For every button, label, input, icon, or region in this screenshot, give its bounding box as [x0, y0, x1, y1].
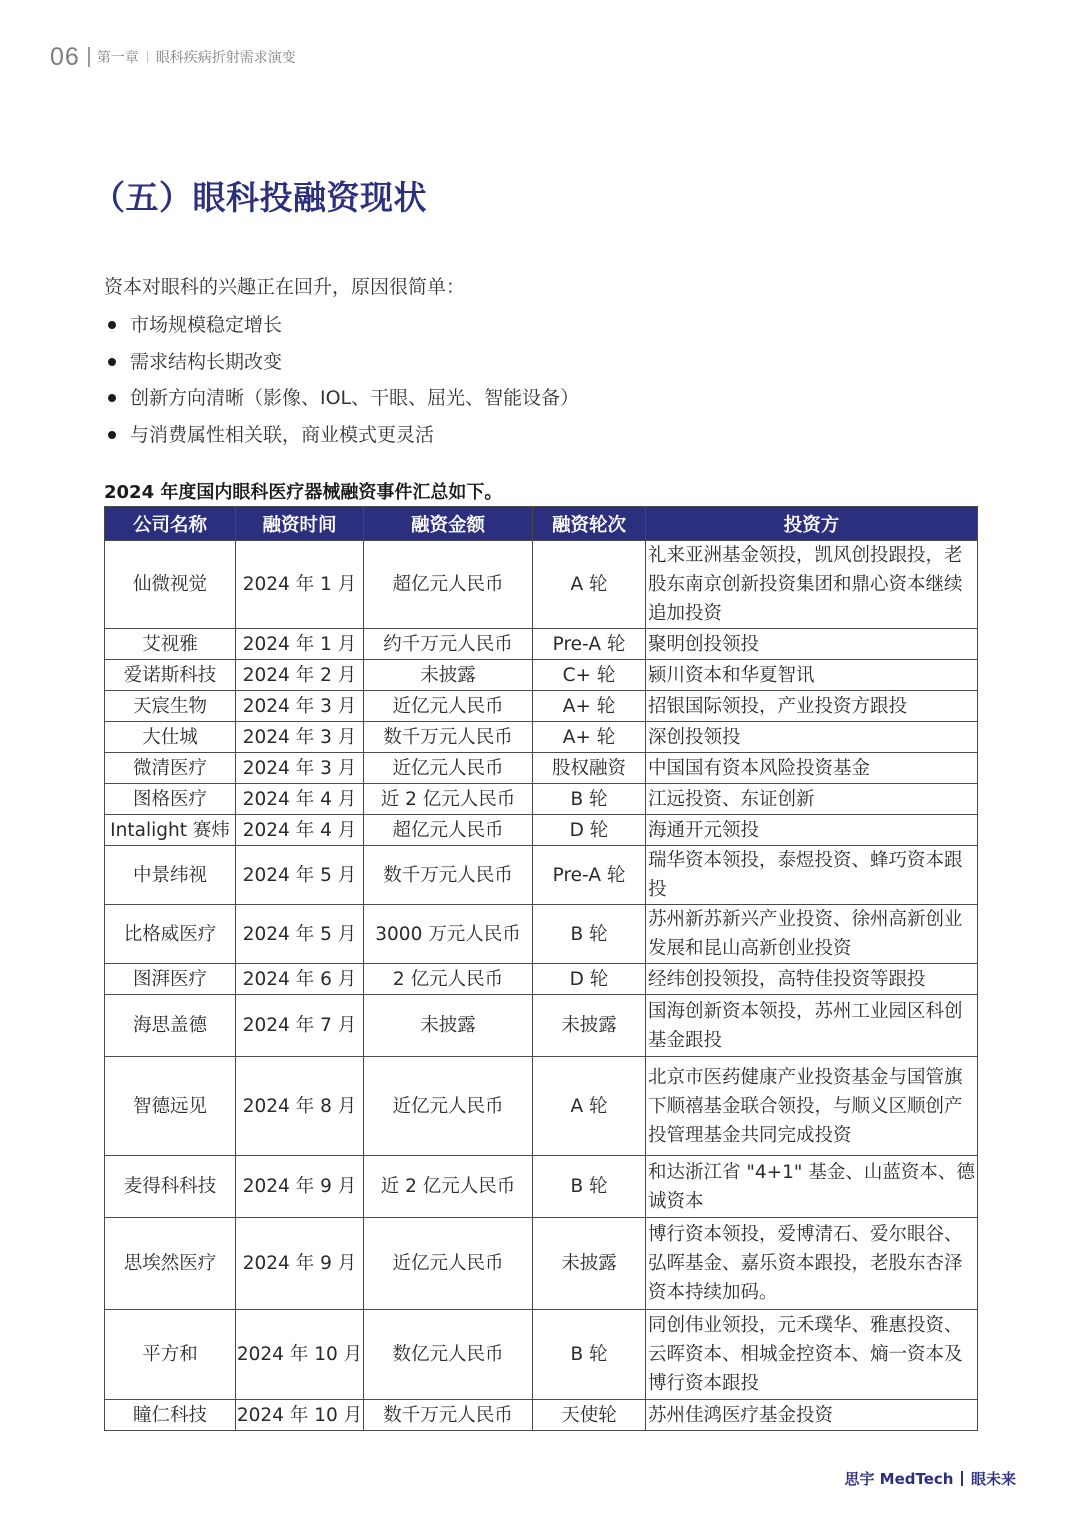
- table-row: [105, 1057, 978, 1156]
- cell-amount: 近亿元人民币: [364, 1057, 533, 1156]
- page-number: 06: [50, 42, 80, 71]
- cell-investors: 国海创新资本领投，苏州工业园区科创基金跟投: [646, 995, 978, 1057]
- cell-investors: 苏州佳鸿医疗基金投资: [646, 1400, 978, 1431]
- cell-amount: 3000 万元人民币: [364, 905, 533, 964]
- header-divider: [88, 47, 90, 67]
- table-row: [105, 784, 978, 815]
- cell-company: 思埃然医疗: [105, 1218, 236, 1310]
- cell-investors: 和达浙江省 "4+1" 基金、山蓝资本、德诚资本: [646, 1156, 978, 1218]
- footer-brand: [844, 1468, 1016, 1489]
- bullet-dot-icon: [108, 431, 116, 439]
- table-row: [105, 722, 978, 753]
- cell-investors: 同创伟业领投，元禾璞华、雅惠投资、云晖资本、相城金控资本、熵一资本及博行资本跟投: [646, 1310, 978, 1400]
- table-row: [105, 1218, 978, 1310]
- cell-round: D 轮: [533, 815, 646, 846]
- bullet-item: 市场规模稳定增长: [104, 308, 579, 345]
- cell-investors: 深创投领投: [646, 722, 978, 753]
- cell-company: 海思盖德: [105, 995, 236, 1057]
- table-row: [105, 1310, 978, 1400]
- cell-amount: 近亿元人民币: [364, 1218, 533, 1310]
- cell-investors: 聚明创投领投: [646, 629, 978, 660]
- col-header-amount: 融资金额: [364, 507, 533, 541]
- cell-amount: 数千万元人民币: [364, 722, 533, 753]
- cell-date: 2024 年 6 月: [236, 964, 364, 995]
- cell-round: 股权融资: [533, 753, 646, 784]
- cell-date: 2024 年 2 月: [236, 660, 364, 691]
- cell-amount: 数亿元人民币: [364, 1310, 533, 1400]
- cell-company: 中景纬视: [105, 846, 236, 905]
- col-header-company: 公司名称: [105, 507, 236, 541]
- cell-amount: 超亿元人民币: [364, 815, 533, 846]
- cell-company: 天宸生物: [105, 691, 236, 722]
- brand-tagline: 眼未来: [970, 1470, 1016, 1488]
- brand-name: 思宇 MedTech: [844, 1470, 954, 1488]
- table-row: [105, 753, 978, 784]
- table-row: [105, 905, 978, 964]
- table-body: [105, 541, 978, 1431]
- table-row: [105, 846, 978, 905]
- cell-company: 平方和: [105, 1310, 236, 1400]
- cell-investors: 海通开元领投: [646, 815, 978, 846]
- cell-round: B 轮: [533, 1310, 646, 1400]
- footer-divider: [961, 1471, 963, 1486]
- cell-date: 2024 年 10 月: [236, 1400, 364, 1431]
- cell-date: 2024 年 8 月: [236, 1057, 364, 1156]
- table-caption: 2024 年度国内眼科医疗器械融资事件汇总如下。: [104, 482, 503, 503]
- cell-investors: 博行资本领投，爱博清石、爱尔眼谷、弘晖基金、嘉乐资本跟投，老股东杏泽资本持续加码。: [646, 1218, 978, 1310]
- cell-investors: 礼来亚洲基金领投，凯风创投跟投，老股东南京创新投资集团和鼎心资本继续追加投资: [646, 541, 978, 629]
- cell-investors: 中国国有资本风险投资基金: [646, 753, 978, 784]
- col-header-date: 融资时间: [236, 507, 364, 541]
- cell-round: C+ 轮: [533, 660, 646, 691]
- cell-company: 图湃医疗: [105, 964, 236, 995]
- bullet-item: 与消费属性相关联，商业模式更灵活: [104, 418, 579, 455]
- cell-date: 2024 年 3 月: [236, 691, 364, 722]
- table-row: [105, 541, 978, 629]
- cell-company: Intalight 赛炜: [105, 815, 236, 846]
- bullet-list: [104, 308, 579, 454]
- cell-round: B 轮: [533, 905, 646, 964]
- cell-amount: 近亿元人民币: [364, 753, 533, 784]
- table-header-row: [105, 507, 978, 541]
- cell-date: 2024 年 7 月: [236, 995, 364, 1057]
- table-row: [105, 691, 978, 722]
- cell-investors: 经纬创投领投，高特佳投资等跟投: [646, 964, 978, 995]
- cell-date: 2024 年 4 月: [236, 815, 364, 846]
- bullet-dot-icon: [108, 358, 116, 366]
- cell-company: 爱诺斯科技: [105, 660, 236, 691]
- bullet-item: 需求结构长期改变: [104, 345, 579, 382]
- cell-investors: 江远投资、东证创新: [646, 784, 978, 815]
- cell-company: 仙微视觉: [105, 541, 236, 629]
- cell-amount: 近亿元人民币: [364, 691, 533, 722]
- cell-round: Pre-A 轮: [533, 846, 646, 905]
- bullet-dot-icon: [108, 321, 116, 329]
- cell-round: A 轮: [533, 1057, 646, 1156]
- cell-amount: 约千万元人民币: [364, 629, 533, 660]
- page-title: （五）眼科投融资现状: [92, 178, 427, 217]
- col-header-investors: 投资方: [646, 507, 978, 541]
- table-row: [105, 995, 978, 1057]
- bullet-item: 创新方向清晰（影像、IOL、干眼、屈光、智能设备）: [104, 381, 579, 418]
- col-header-round: 融资轮次: [533, 507, 646, 541]
- cell-company: 艾视雅: [105, 629, 236, 660]
- cell-amount: 超亿元人民币: [364, 541, 533, 629]
- table-row: [105, 1400, 978, 1431]
- cell-company: 大仕城: [105, 722, 236, 753]
- cell-company: 比格威医疗: [105, 905, 236, 964]
- cell-date: 2024 年 3 月: [236, 753, 364, 784]
- cell-round: A+ 轮: [533, 722, 646, 753]
- cell-round: D 轮: [533, 964, 646, 995]
- cell-date: 2024 年 10 月: [236, 1310, 364, 1400]
- table-row: [105, 629, 978, 660]
- cell-amount: 未披露: [364, 995, 533, 1057]
- cell-round: Pre-A 轮: [533, 629, 646, 660]
- cell-date: 2024 年 1 月: [236, 541, 364, 629]
- table-row: [105, 1156, 978, 1218]
- cell-date: 2024 年 9 月: [236, 1156, 364, 1218]
- cell-company: 图格医疗: [105, 784, 236, 815]
- bullet-dot-icon: [108, 394, 116, 402]
- cell-amount: 近 2 亿元人民币: [364, 784, 533, 815]
- intro-text: 资本对眼科的兴趣正在回升，原因很简单：: [104, 276, 466, 298]
- cell-investors: 苏州新苏新兴产业投资、徐州高新创业发展和昆山高新创业投资: [646, 905, 978, 964]
- cell-investors: 颍川资本和华夏智讯: [646, 660, 978, 691]
- cell-company: 瞳仁科技: [105, 1400, 236, 1431]
- cell-amount: 未披露: [364, 660, 533, 691]
- cell-amount: 2 亿元人民币: [364, 964, 533, 995]
- section-label: 眼科疾病折射需求演变: [155, 50, 296, 66]
- cell-amount: 近 2 亿元人民币: [364, 1156, 533, 1218]
- cell-investors: 瑞华资本领投，泰煜投资、蜂巧资本跟投: [646, 846, 978, 905]
- cell-investors: 北京市医药健康产业投资基金与国管旗下顺禧基金联合领投，与顺义区顺创产投管理基金共同完成投资: [646, 1057, 978, 1156]
- cell-company: 智德远见: [105, 1057, 236, 1156]
- cell-date: 2024 年 4 月: [236, 784, 364, 815]
- cell-date: 2024 年 5 月: [236, 846, 364, 905]
- chapter-divider: [147, 51, 148, 63]
- cell-company: 麦得科科技: [105, 1156, 236, 1218]
- cell-round: A 轮: [533, 541, 646, 629]
- cell-amount: 数千万元人民币: [364, 1400, 533, 1431]
- cell-investors: 招银国际领投，产业投资方跟投: [646, 691, 978, 722]
- funding-table: [104, 506, 978, 1431]
- cell-date: 2024 年 3 月: [236, 722, 364, 753]
- table-row: [105, 815, 978, 846]
- cell-round: A+ 轮: [533, 691, 646, 722]
- table-row: [105, 660, 978, 691]
- cell-round: 天使轮: [533, 1400, 646, 1431]
- cell-round: B 轮: [533, 784, 646, 815]
- cell-round: 未披露: [533, 1218, 646, 1310]
- cell-amount: 数千万元人民币: [364, 846, 533, 905]
- cell-round: 未披露: [533, 995, 646, 1057]
- cell-date: 2024 年 1 月: [236, 629, 364, 660]
- chapter-label: 第一章: [96, 50, 139, 66]
- page-header: [50, 40, 296, 74]
- cell-round: B 轮: [533, 1156, 646, 1218]
- cell-date: 2024 年 9 月: [236, 1218, 364, 1310]
- cell-date: 2024 年 5 月: [236, 905, 364, 964]
- table-row: [105, 964, 978, 995]
- cell-company: 微清医疗: [105, 753, 236, 784]
